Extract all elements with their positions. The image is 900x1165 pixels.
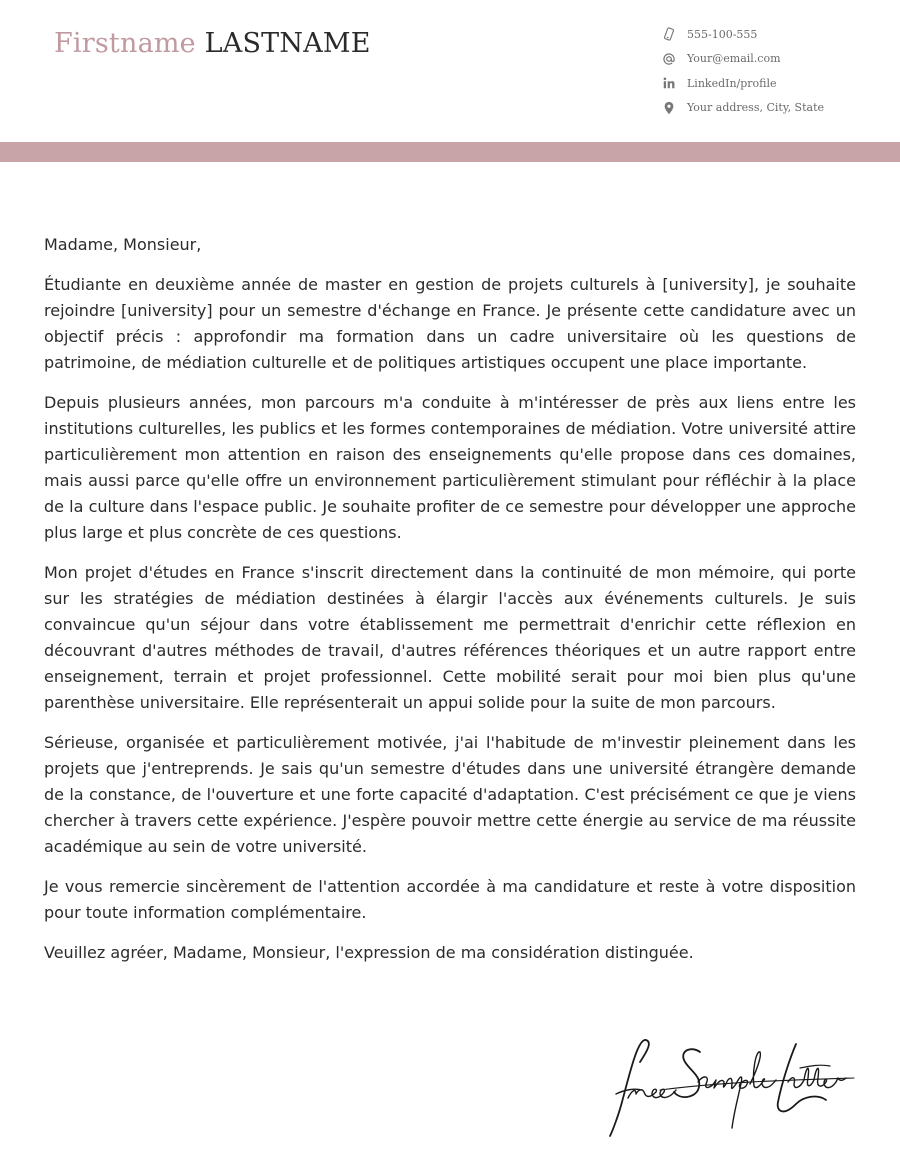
contact-email	[660, 47, 824, 72]
contact-block	[660, 22, 824, 120]
applicant-name	[54, 28, 371, 59]
accent-band	[0, 142, 900, 162]
phone-number: 555-100-555	[687, 27, 758, 41]
paragraph: Je vous remercie sincèrement de l'attention accordée à ma candidature et reste à votre disposition pour toute information complémentaire.	[44, 877, 856, 922]
contact-address	[660, 96, 824, 121]
paragraph: Étudiante en deuxième année de master en gestion de projets culturels à [university], je souhaite rejoindre [university] pour un semestre d'échange en France. Je présente cette candidature avec un objectif précis : approfondir ma formation dans un cadre universitaire où les questions de patrimoine, de médiation culturelle et de politiques artistiques occupent une place importante.	[44, 275, 856, 372]
linkedin-profile: LinkedIn/profile	[687, 76, 777, 90]
letter-body	[44, 232, 856, 980]
linkedin-icon	[660, 74, 678, 92]
salutation: Madame, Monsieur,	[44, 235, 202, 254]
handwritten-signature	[600, 1032, 860, 1142]
email-address: Your@email.com	[687, 52, 781, 66]
first-name: Firstname	[54, 28, 196, 59]
paragraph: Sérieuse, organisée et particulièrement motivée, j'ai l'habitude de m'investir pleinement dans les projets que j'entreprends. Je sais qu'un semestre d'études dans une université étrangère demande de la constance, de l'ouverture et une forte capacité d'adaptation. C'est précisément ce que je viens chercher à travers cette expérience. J'espère pouvoir mettre cette énergie au service de ma réussite académique au sein de votre université.	[44, 733, 856, 856]
closing: Veuillez agréer, Madame, Monsieur, l'expression de ma considération distinguée.	[44, 943, 694, 962]
paragraph: Depuis plusieurs années, mon parcours m'a conduite à m'intéresser de près aux liens entre les institutions culturelles, les publics et les formes contemporaines de médiation. Votre université attire particulièrement mon attention en raison des enseignements qu'elle propose dans ces domaines, mais aussi parce qu'elle offre un environnement particulièrement stimulant pour réfléchir à la place de la culture dans l'espace public. Je souhaite profiter de ce semestre pour développer une approche plus large et plus concrète de ces questions.	[44, 393, 856, 542]
postal-address: Your address, City, State	[687, 101, 825, 115]
contact-linkedin	[660, 71, 824, 96]
last-name: LASTNAME	[204, 28, 371, 59]
at-icon	[660, 50, 678, 68]
location-pin-icon	[660, 99, 678, 117]
paragraph: Mon projet d'études en France s'inscrit directement dans la continuité de mon mémoire, qui porte sur les stratégies de médiation destinées à élargir l'accès aux événements culturels. Je suis convaincue qu'un séjour dans votre établissement me permettrait d'enrichir cette réflexion en découvrant d'autres méthodes de travail, d'autres références théoriques et un autre rapport entre enseignement, terrain et projet professionnel. Cette mobilité serait pour moi bien plus qu'une parenthèse universitaire. Elle représenterait un appui solide pour la suite de mon parcours.	[44, 563, 856, 712]
letter-header	[0, 0, 900, 142]
phone-icon	[660, 25, 678, 43]
contact-phone	[660, 22, 824, 47]
